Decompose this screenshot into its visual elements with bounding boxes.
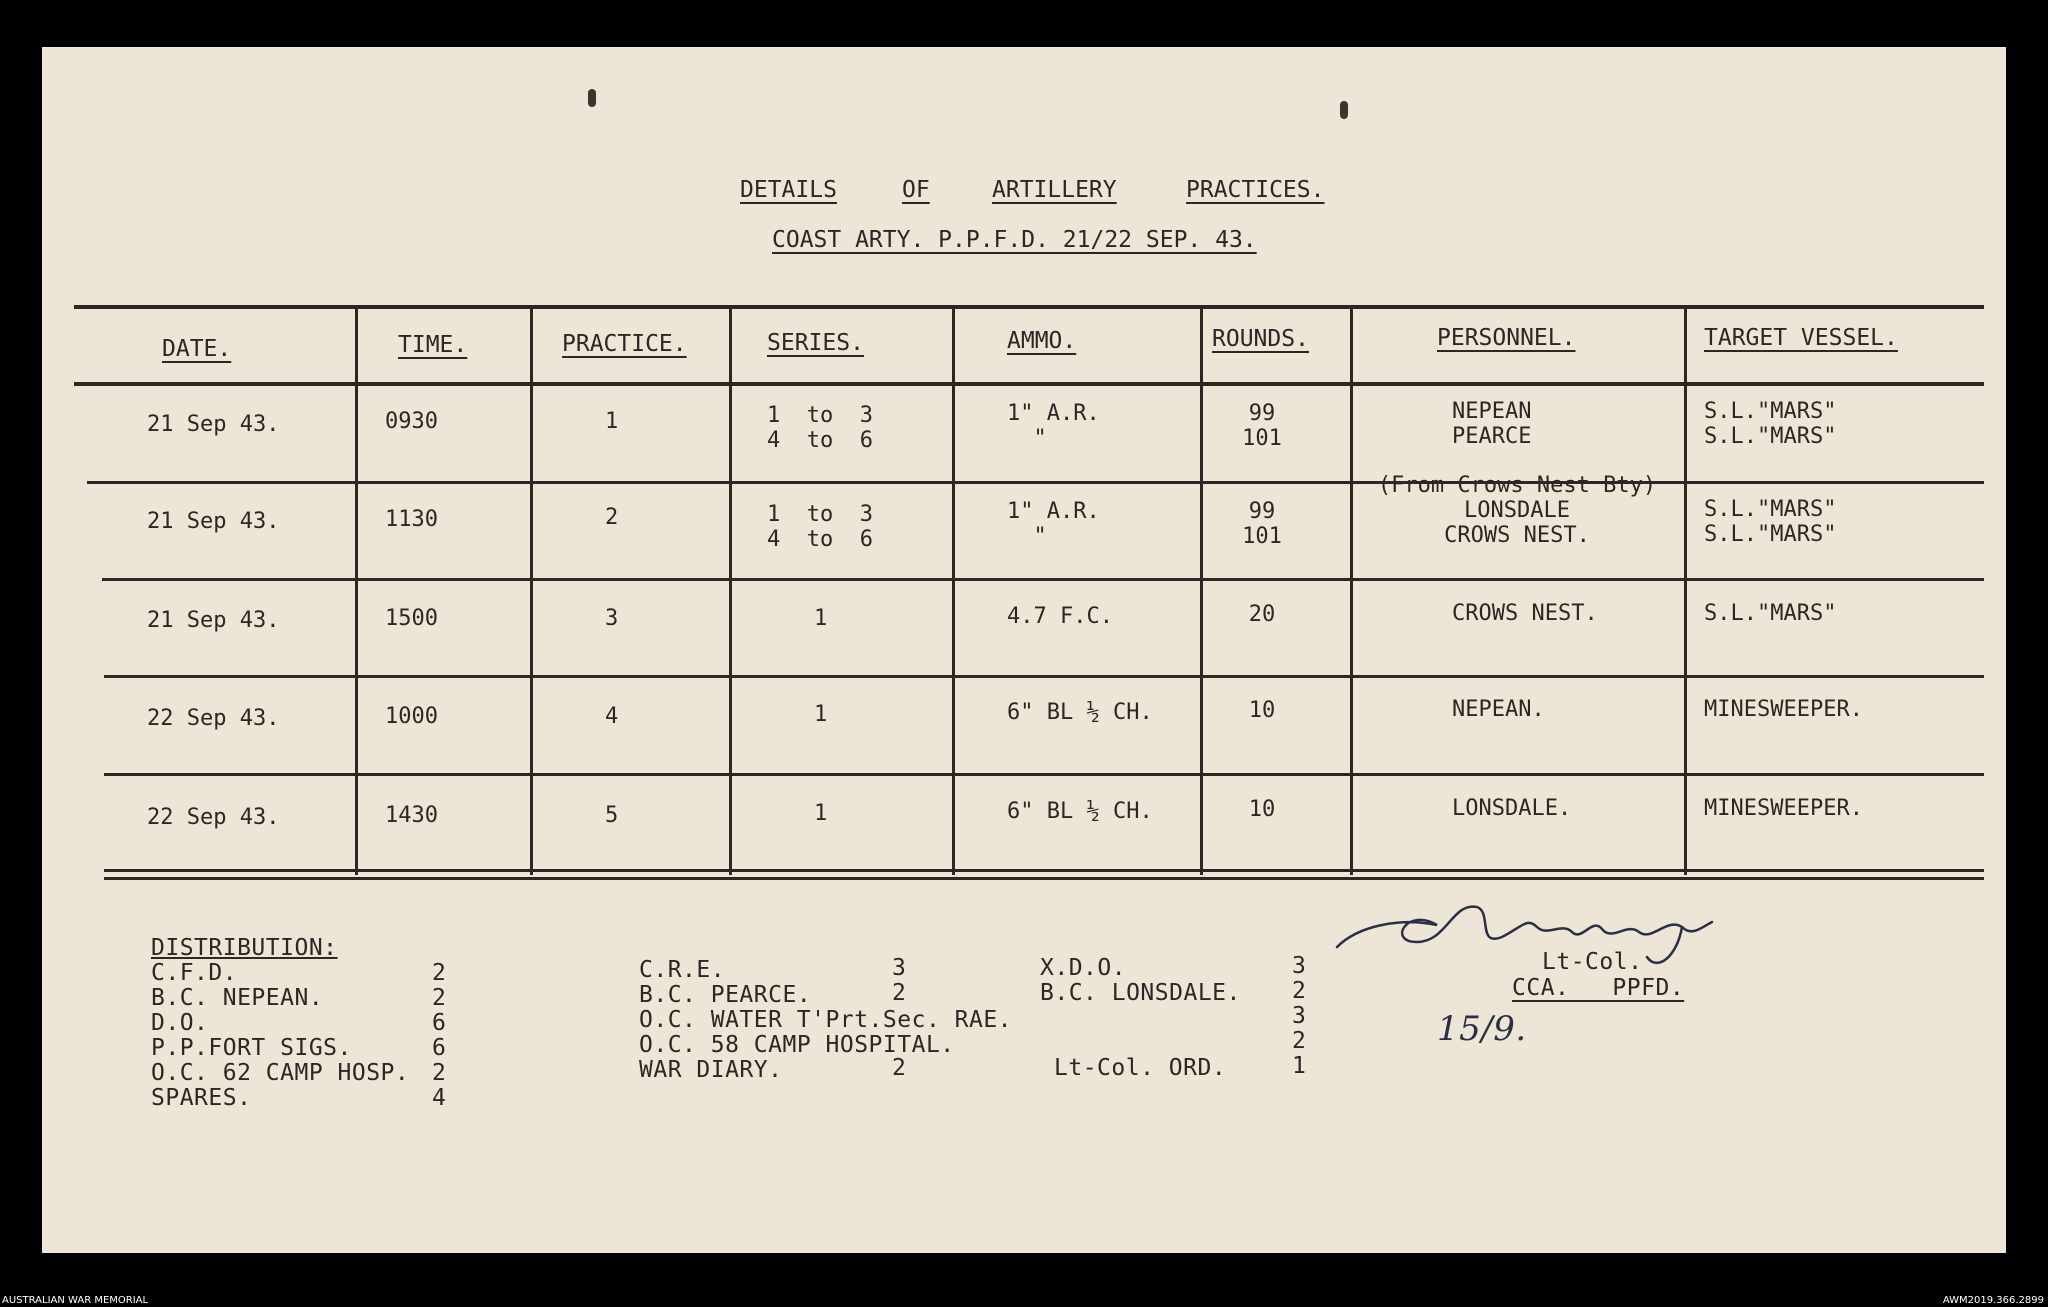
table-cell-series: 1 to 3 4 to 6 [767,502,873,552]
distribution-entry: SPARES. [151,1085,252,1111]
table-cell-series: 1 [814,801,828,826]
header-rule [74,382,1984,386]
table-cell-rounds: 99 101 [1242,401,1282,451]
table-cell-target: S.L."MARS" S.L."MARS" [1704,497,1837,547]
distribution-entry: Lt-Col. ORD. [1054,1055,1227,1081]
footer-accession-number: AWM2019.366.2899 [1942,1295,2044,1306]
distribution-entry: X.D.O. [1040,955,1127,981]
table-cell-personnel: LONSDALE. [1452,796,1572,821]
column-rule [1350,305,1353,875]
table-cell-ammo: 6" BL ½ CH. [1007,799,1153,824]
handwritten-date: 15/9. [1437,1009,1527,1049]
column-header-rounds: ROUNDS. [1212,326,1309,352]
distribution-qty: 2 [1292,978,1307,1004]
table-cell-practice: 2 [605,505,619,530]
column-header-series: SERIES. [767,330,864,356]
distribution-qty: 3 [1292,953,1307,979]
distribution-entry: D.O. [151,1010,209,1036]
table-cell-date: 21 Sep 43. [147,412,280,437]
row-rule [104,773,1984,776]
column-rule [530,305,533,875]
table-cell-rounds: 10 [1248,698,1276,723]
distribution-entry: C.F.D. [151,960,238,986]
table-top-rule [74,305,1984,309]
subtitle: COAST ARTY. P.P.F.D. 21/22 SEP. 43. [772,227,1257,253]
distribution-entry: O.C. 58 CAMP HOSPITAL. [639,1032,955,1058]
table-cell-target: MINESWEEPER. [1704,697,1863,722]
distribution-entry: B.C. PEARCE. [639,982,812,1008]
distribution-heading: DISTRIBUTION: [151,935,338,961]
table-cell-ammo: 6" BL ½ CH. [1007,700,1153,725]
table-cell-ammo: 4.7 F.C. [1007,604,1113,629]
table-cell-practice: 4 [605,704,619,729]
column-header-target-vessel: TARGET VESSEL. [1704,325,1898,351]
distribution-entry: O.C. WATER T'Prt.Sec. RAE. [639,1007,1013,1033]
distribution-entry: P.P.FORT SIGS. [151,1035,352,1061]
table-cell-rounds: 10 [1248,797,1276,822]
column-rule [729,305,732,875]
distribution-qty: 2 [1292,1028,1307,1054]
table-cell-time: 1500 [385,606,438,631]
table-cell-personnel: (From Crows Nest Bty) LONSDALE CROWS NEST. [1377,473,1657,548]
row-rule [87,481,1984,484]
table-cell-series: 1 [814,606,828,631]
column-rule [952,305,955,875]
row-rule [102,578,1984,581]
distribution-qty: 3 [1292,1003,1307,1029]
column-rule [355,305,358,875]
table-bottom-rule [104,869,1984,872]
table-cell-date: 22 Sep 43. [147,805,280,830]
distribution-qty: 3 [892,955,907,981]
table-cell-series: 1 to 3 4 to 6 [767,403,873,453]
table-cell-personnel: NEPEAN PEARCE [1452,399,1532,449]
column-header-time: TIME. [398,332,468,358]
title-word: DETAILS [740,177,837,203]
signature-rank: Lt-Col. [1542,949,1643,975]
table-cell-rounds: 20 [1248,602,1276,627]
table-cell-target: S.L."MARS" [1704,601,1837,626]
distribution-qty: 2 [432,960,447,986]
distribution-qty: 2 [432,985,447,1011]
distribution-qty: 4 [432,1085,447,1111]
distribution-entry: B.C. NEPEAN. [151,985,324,1011]
column-header-personnel: PERSONNEL. [1437,325,1576,351]
punch-hole [588,89,596,107]
distribution-qty: 2 [432,1060,447,1086]
footer-institution: AUSTRALIAN WAR MEMORIAL [2,1295,149,1306]
distribution-qty: 6 [432,1035,447,1061]
table-cell-series: 1 [814,702,828,727]
row-rule [104,675,1984,678]
table-cell-time: 1000 [385,704,438,729]
table-cell-date: 21 Sep 43. [147,608,280,633]
distribution-qty: 1 [1292,1053,1307,1079]
document-page [42,47,2006,1253]
table-cell-personnel: NEPEAN. [1452,697,1545,722]
distribution-qty: 2 [892,1055,907,1081]
punch-hole [1340,101,1348,119]
column-rule [1200,305,1203,875]
table-cell-target: S.L."MARS" S.L."MARS" [1704,399,1837,449]
table-cell-date: 22 Sep 43. [147,706,280,731]
signature-unit: CCA. PPFD. [1512,975,1685,1001]
distribution-entry: WAR DIARY. [639,1057,783,1083]
table-cell-personnel: CROWS NEST. [1452,601,1598,626]
distribution-qty: 2 [892,980,907,1006]
table-cell-practice: 3 [605,606,619,631]
column-header-practice: PRACTICE. [562,331,687,357]
handwritten-signature [1327,887,1747,977]
title-word: PRACTICES. [1186,177,1325,203]
table-cell-time: 1130 [385,507,438,532]
table-cell-date: 21 Sep 43. [147,509,280,534]
column-rule [1684,305,1687,875]
distribution-entry: C.R.E. [639,957,726,983]
title-word: ARTILLERY [992,177,1117,203]
distribution-entry: O.C. 62 CAMP HOSP. [151,1060,410,1086]
column-header-ammo: AMMO. [1007,328,1077,354]
column-header-date: DATE. [162,336,232,362]
table-cell-target: MINESWEEPER. [1704,796,1863,821]
table-cell-ammo: 1" A.R. " [1007,401,1100,451]
distribution-qty: 6 [432,1010,447,1036]
table-cell-time: 1430 [385,803,438,828]
table-cell-time: 0930 [385,409,438,434]
title-word: OF [902,177,930,203]
table-cell-rounds: 99 101 [1242,499,1282,549]
table-bottom-rule [104,877,1984,880]
table-cell-ammo: 1" A.R. " [1007,499,1100,549]
table-cell-practice: 1 [605,409,619,434]
distribution-entry: B.C. LONSDALE. [1040,980,1241,1006]
table-cell-practice: 5 [605,803,619,828]
